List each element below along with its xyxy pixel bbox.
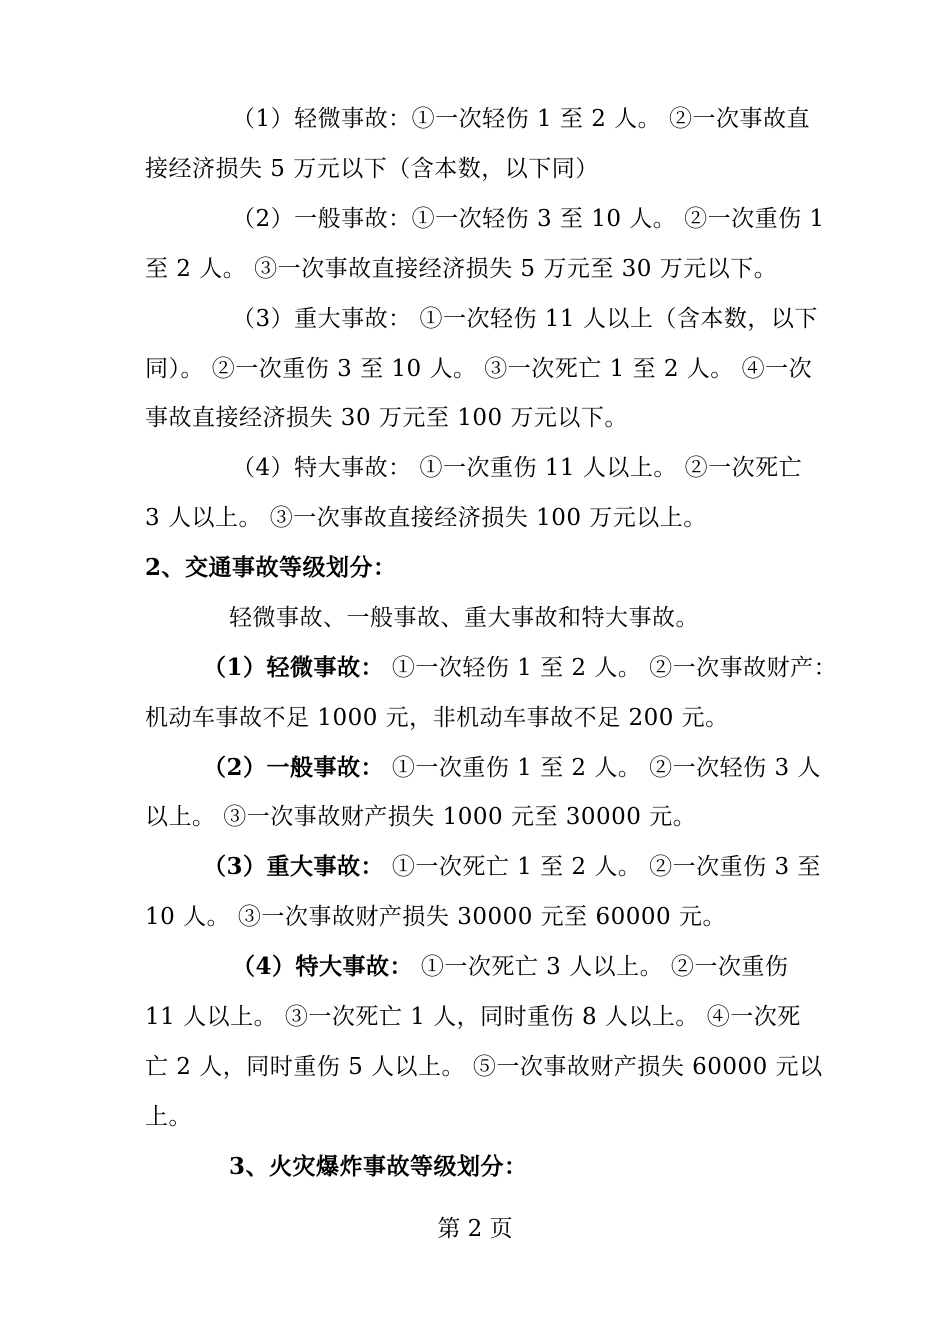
text-line-1: （1）轻微事故：①一次轻伤 1 至 2 人。 ②一次事故直 — [232, 106, 810, 132]
text-line-9: 3 人以上。 ③一次事故直接经济损失 100 万元以上。 — [145, 505, 707, 531]
text-line-18: （4）特大事故： ①一次死亡 3 人以上。 ②一次重伤 — [232, 953, 789, 980]
text-line-21: 上。 — [145, 1104, 192, 1130]
text-line-3: （2）一般事故：①一次轻伤 3 至 10 人。 ②一次重伤 1 — [232, 206, 825, 232]
section-heading-traffic: 2、交通事故等级划分： — [145, 554, 397, 581]
text-line-11: 轻微事故、一般事故、重大事故和特大事故。 — [229, 605, 699, 631]
text-line-20: 亡 2 人，同时重伤 5 人以上。 ⑤一次事故财产损失 60000 元以 — [145, 1054, 823, 1080]
text-line-14: （2）一般事故： ①一次重伤 1 至 2 人。 ②一次轻伤 3 人 — [203, 754, 821, 781]
section-heading-fire: 3、火灾爆炸事故等级划分： — [229, 1153, 528, 1180]
text-line-8: （4）特大事故： ①一次重伤 11 人以上。 ②一次死亡 — [232, 455, 803, 481]
page-number: 第 2 页 — [437, 1216, 513, 1242]
text-line-17: 10 人。 ③一次事故财产损失 30000 元至 60000 元。 — [145, 904, 726, 930]
text-line-13: 机动车事故不足 1000 元，非机动车事故不足 200 元。 — [145, 705, 729, 731]
text-line-15: 以上。 ③一次事故财产损失 1000 元至 30000 元。 — [145, 804, 697, 830]
text-line-7: 事故直接经济损失 30 万元至 100 万元以下。 — [145, 405, 628, 431]
text-line-2: 接经济损失 5 万元以下（含本数，以下同） — [145, 156, 599, 182]
text-line-6: 同）。 ②一次重伤 3 至 10 人。 ③一次死亡 1 至 2 人。 ④一次 — [145, 356, 813, 382]
text-line-5: （3）重大事故： ①一次轻伤 11 人以上（含本数，以下 — [232, 306, 818, 332]
text-line-16: （3）重大事故： ①一次死亡 1 至 2 人。 ②一次重伤 3 至 — [203, 853, 821, 880]
text-line-12: （1）轻微事故： ①一次轻伤 1 至 2 人。 ②一次事故财产： — [203, 654, 838, 681]
text-line-19: 11 人以上。 ③一次死亡 1 人，同时重伤 8 人以上。 ④一次死 — [145, 1004, 801, 1030]
text-line-4: 至 2 人。 ③一次事故直接经济损失 5 万元至 30 万元以下。 — [145, 256, 778, 282]
